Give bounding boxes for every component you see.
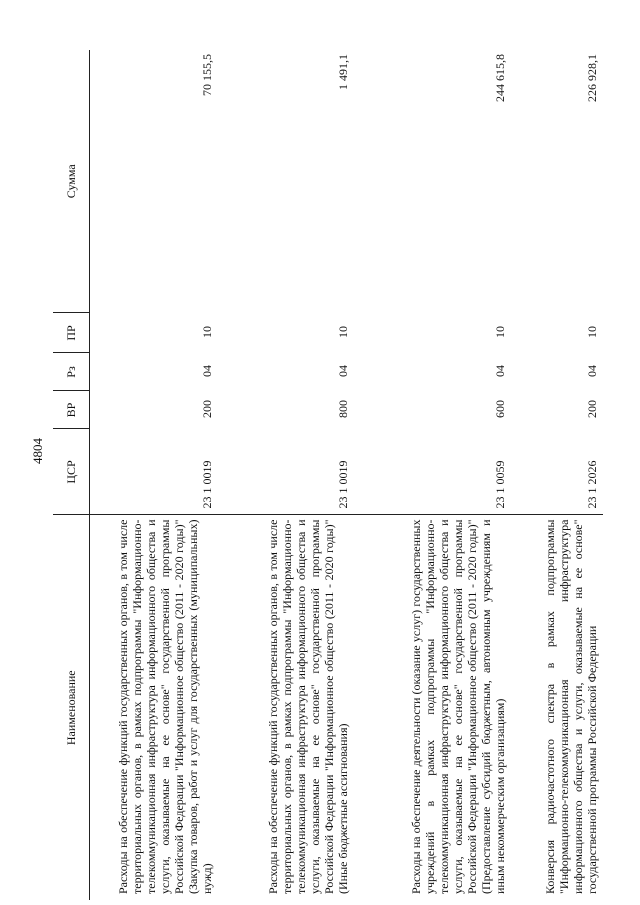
row-csr: 23 1 0059 [493,460,507,509]
table-header-row [53,50,90,900]
row-csr: 23 1 2026 [585,460,599,509]
row-vr: 200 [585,400,599,418]
row-name: Расходы на обеспечение функций государственных органов, в том числе территориальных органов, в рамках подпрограммы "Информационно-телекоммуникационная инфраструктура информационного общества и услуги, оказываемые на ее основе" государственной программы Российской Федерации "Информационное общество (2011 - 2020 годы)" (Иные бюджетные ассигнования) [218,515,354,900]
header-csr: ЦСР [53,429,90,515]
row-csr: 23 1 0019 [200,460,214,509]
row-sum: 70 155,5 [200,54,214,96]
row-rz: 04 [493,365,507,377]
row-name: Расходы на обеспечение деятельности (оказание услуг) государственных учреждений в рамках подпрограммы "Информационно-телекоммуникационная инфраструктура информационного общества и услуги, оказываемые на ее основе" государственной программы Российской Федерации "Информационное общество (2011 - 2020 годы)" (Предоставление субсидий бюджетным, автономным учреждениям и иным некоммерческим организациям) [354,515,511,900]
row-pr: 10 [336,326,350,338]
header-pr: ПР [53,313,90,353]
page-number: 4804 [30,438,45,464]
table-row [354,50,511,900]
row-vr: 200 [200,400,214,418]
row-vr: 800 [336,400,350,418]
row-sum: 244 615,8 [493,54,507,102]
row-pr: 10 [493,326,507,338]
header-vr: ВР [53,391,90,429]
row-name: Расходы на обеспечение функций государственных органов, в том числе территориальных органов, в рамках подпрограммы "Информационно-телекоммуникационная инфраструктура информационного общества и услуги, оказываемые на ее основе" государственной программы Российской Федерации "Информационное общество (2011 - 2020 годы)" (Закупка товаров, работ и услуг для государственных (муниципальных) нужд) [90,515,219,900]
row-name: Конверсия радиочастотного спектра в рамках подпрограммы "Информационно-телекоммуникационная инфраструктура информационного общества и услуги, оказываемые на ее основе" государственной программы Российской Федерации [511,515,603,900]
table-row [90,50,219,900]
budget-table [53,50,603,900]
row-csr: 23 1 0019 [336,460,350,509]
row-vr: 600 [493,400,507,418]
table-row [511,50,603,900]
header-name: Наименование [53,515,90,900]
row-rz: 04 [585,365,599,377]
header-rz: Рз [53,353,90,391]
row-rz: 04 [200,365,214,377]
row-sum: 1 491,1 [336,54,350,90]
row-pr: 10 [200,326,214,338]
header-sum: Сумма [53,50,90,313]
table-row [218,50,354,900]
row-sum: 226 928,1 [585,54,599,102]
row-rz: 04 [336,365,350,377]
row-pr: 10 [585,326,599,338]
